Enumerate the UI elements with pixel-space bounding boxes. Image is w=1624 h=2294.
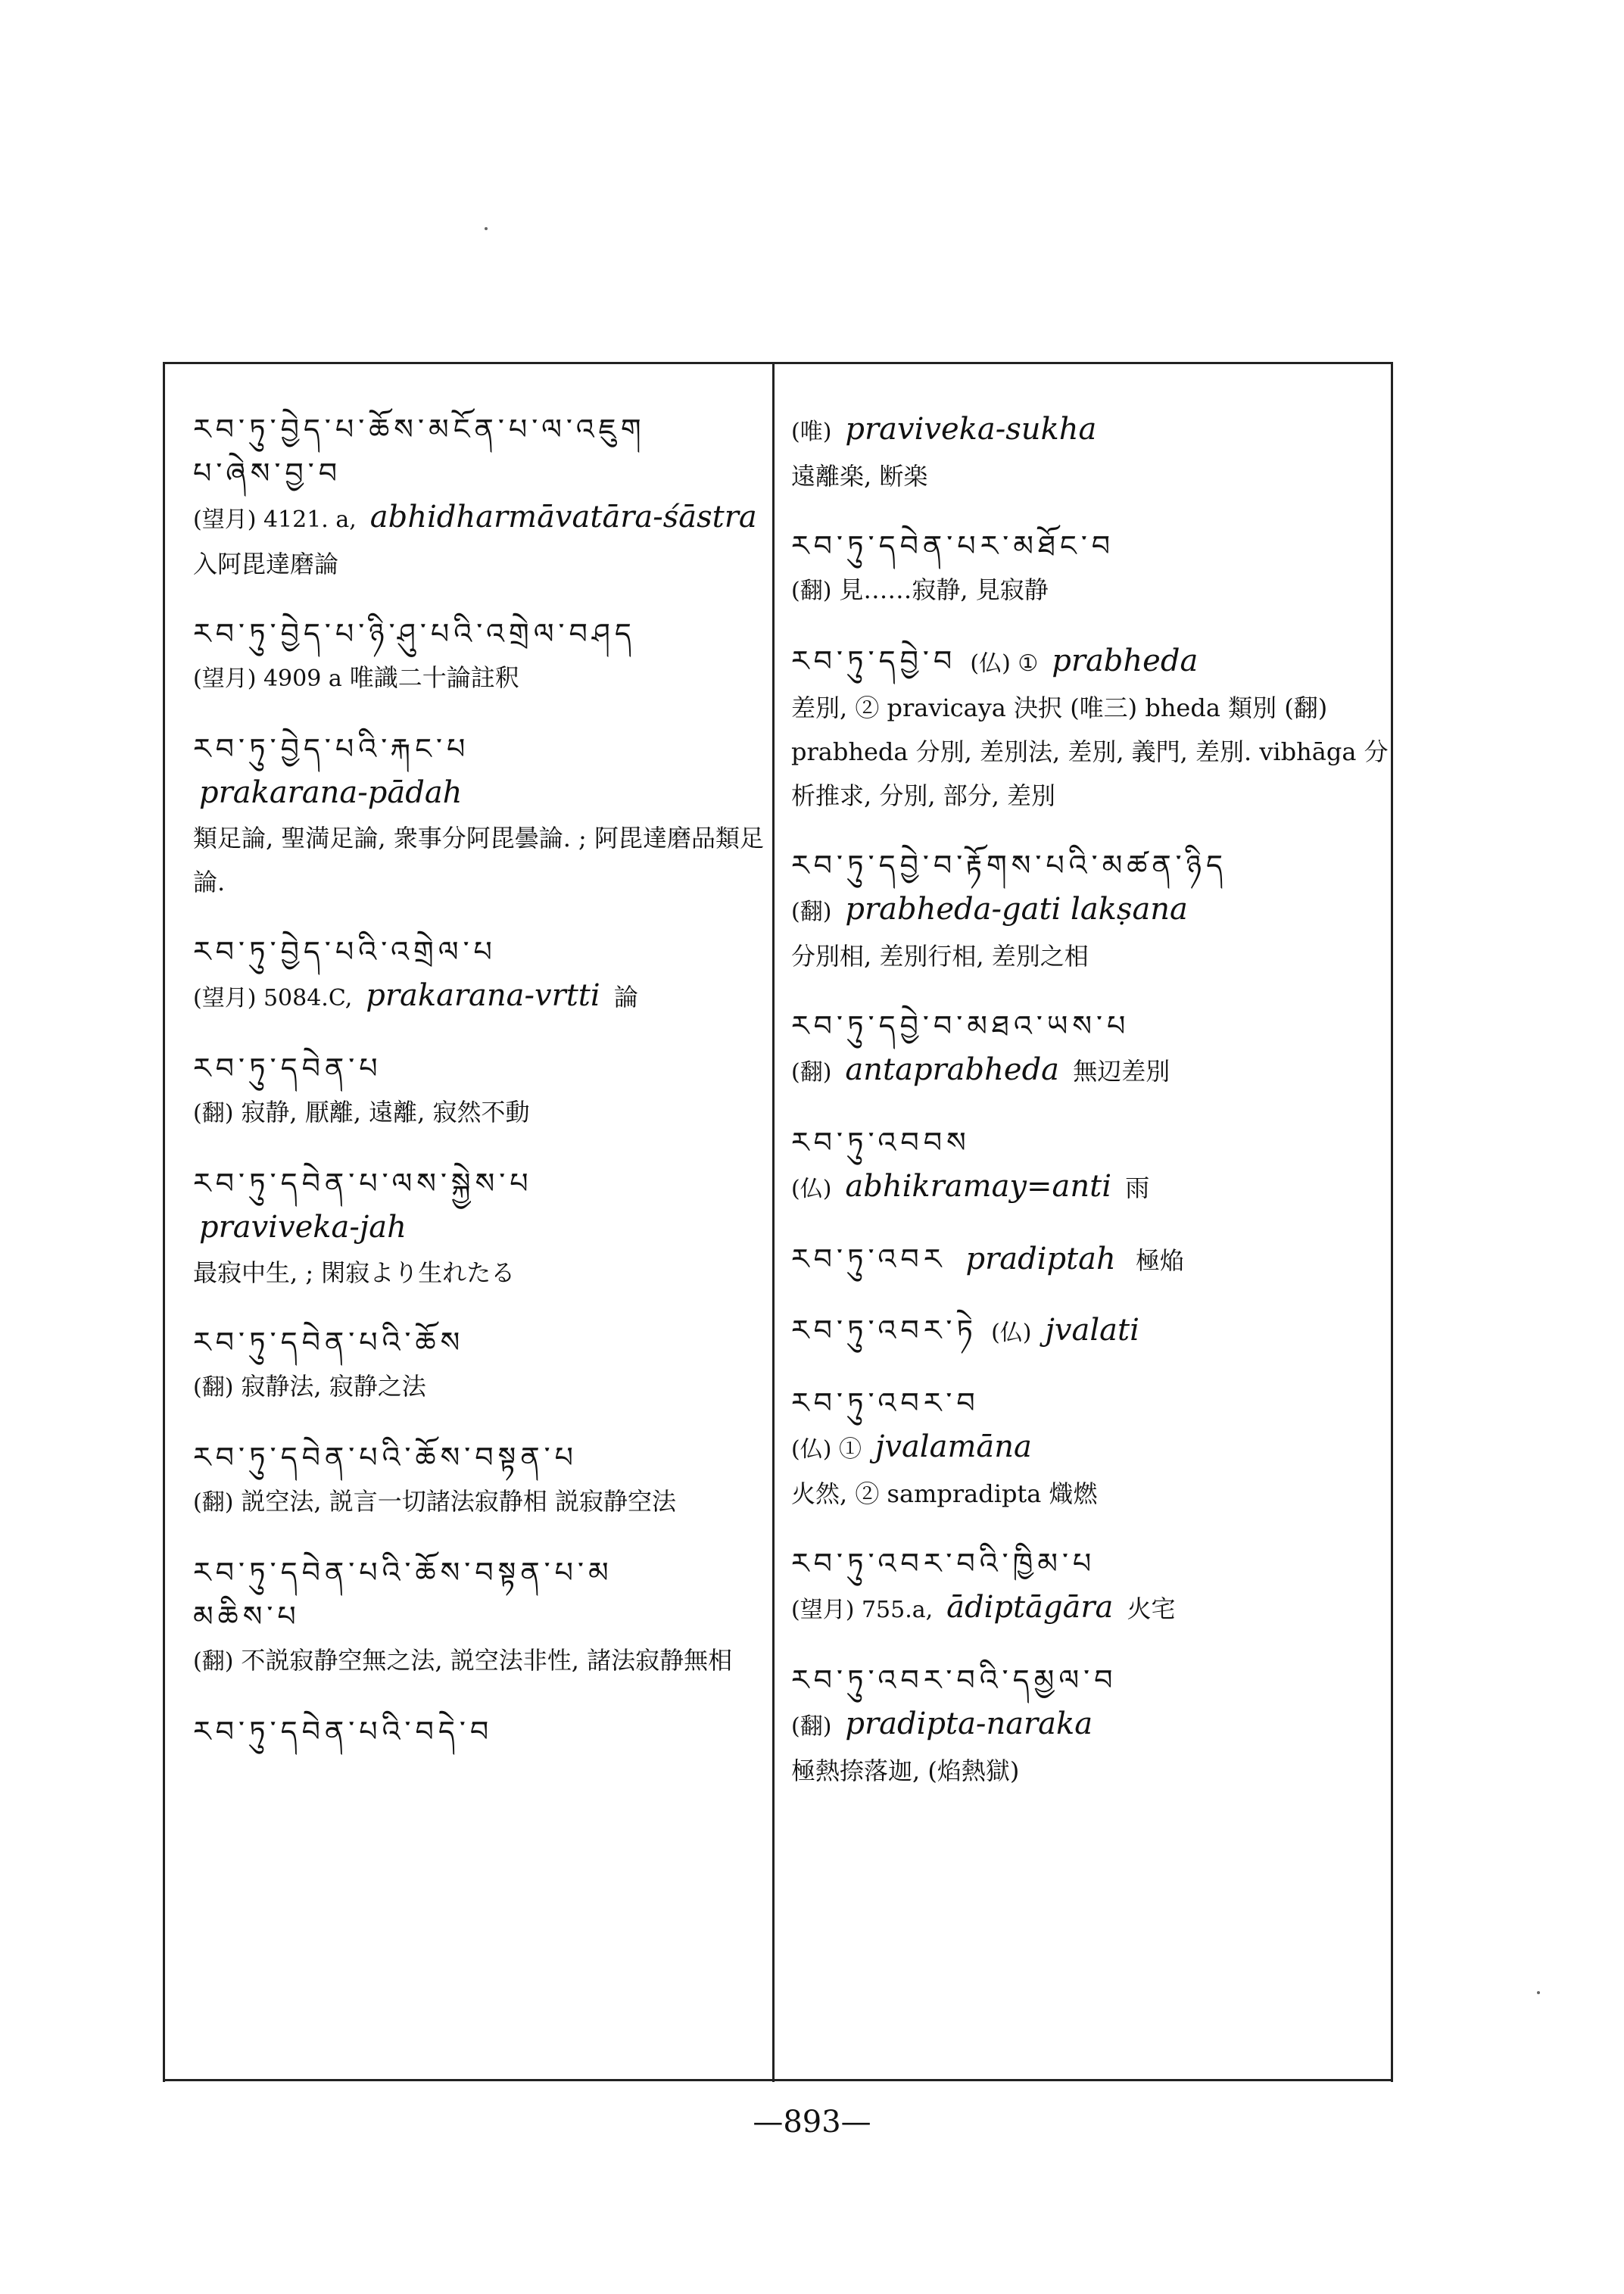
tibetan-headword: རབ་ཏུ་དབེན་པའི་ཆོས་བསྟན་པ་མ (193, 1556, 613, 1589)
reference: (翻) (193, 1100, 234, 1127)
sanskrit: pradipta-naraka (845, 1706, 1093, 1741)
entry (193, 1161, 768, 1295)
entry (791, 1308, 1389, 1355)
tibetan-headword: རབ་ཏུ་དབྱེ་བ (仏) ① prabheda (791, 644, 1199, 678)
right-border (1391, 362, 1393, 2082)
bottom-border (163, 2079, 1393, 2081)
tibetan-headword: རབ་ཏུ་དབེན་པའི་བདེ་བ (193, 1715, 494, 1748)
tibetan-headword: རབ་ཏུ་འབར་བ (791, 1386, 980, 1420)
gloss: 雨 (1125, 1173, 1150, 1202)
top-border (163, 362, 1393, 364)
sanskrit: prabheda (1052, 644, 1199, 678)
reference: (望月) 4121. a, (193, 506, 357, 533)
reference: (仏) (791, 1176, 832, 1202)
tibetan-continuation: མཆིས་པ (193, 1600, 301, 1633)
gloss: 遠離楽, 断楽 (791, 462, 928, 491)
tibetan-headword: རབ་ཏུ་བྱེད་པའི་རྐང་པ (193, 732, 470, 765)
gloss: 極熱捺落迦, (焰熱獄) (791, 1756, 1020, 1785)
gloss: 極焔 (1135, 1246, 1184, 1275)
reference: (翻) (193, 1648, 234, 1675)
tibetan-headword: རབ་ཏུ་དབེན་པར་མཐོང་བ (791, 529, 1115, 563)
entry (791, 1658, 1389, 1793)
entry (193, 1710, 768, 1753)
gloss: 論 (613, 983, 638, 1011)
sanskrit: antaprabheda (845, 1052, 1060, 1087)
gloss: 無辺差別 (1073, 1057, 1170, 1086)
entry (791, 1237, 1389, 1283)
gloss: 類足論, 聖満足論, 衆事分阿毘曇論. ; 阿毘達磨品類足論. (193, 824, 764, 896)
right-column (791, 407, 1389, 1819)
page-number: —893— (753, 2105, 871, 2140)
reference: (唯) (791, 419, 832, 445)
tibetan-headword: རབ་ཏུ་འབར pradiptah 極焔 (791, 1242, 1184, 1276)
reference: (翻) (791, 578, 832, 604)
reference: (翻) (791, 1059, 832, 1086)
entry (193, 727, 768, 904)
gloss: 火然, ② sampradipta 熾燃 (791, 1479, 1098, 1508)
gloss: 火宅 (1127, 1594, 1176, 1623)
gloss: 寂静, 厭離, 遠離, 寂然不動 (241, 1098, 530, 1127)
entry (791, 1541, 1389, 1632)
column-divider (772, 362, 775, 2082)
reference: (仏) (991, 1320, 1032, 1346)
reference: (仏) ① (970, 650, 1039, 677)
reference: (望月) 755.a, (791, 1597, 934, 1623)
tibetan-headword: རབ་ཏུ་བྱེད་པ་ཆོས་མངོན་པ་ལ་འཇུག (193, 413, 646, 446)
left-column (193, 407, 768, 1779)
entry (791, 524, 1389, 613)
tibetan-headword: རབ་ཏུ་འབར་བའི་དམྱལ་བ (791, 1663, 1117, 1697)
gloss: 入阿毘達磨論 (193, 550, 339, 578)
entry (791, 1004, 1389, 1095)
reference: (望月) 5084.C, (193, 985, 353, 1011)
tibetan-headword: རབ་ཏུ་དབེན་པ (193, 1052, 382, 1085)
sanskrit: jvalamāna (874, 1429, 1032, 1464)
sanskrit: abhidharmāvatāra-śāstra (369, 500, 757, 535)
reference: (仏) ① (791, 1436, 862, 1463)
dictionary-frame (163, 362, 1393, 2082)
tibetan-headword: རབ་ཏུ་འབར་བའི་ཁྱིམ་པ (791, 1547, 1096, 1580)
tibetan-headword: རབ་ཏུ་འབར་ཏེ (仏) jvalati (791, 1313, 1139, 1348)
reference: (翻) (791, 1713, 832, 1740)
sanskrit: pradiptah (965, 1242, 1116, 1276)
gloss: 不説寂静空無之法, 説空法非性, 諸法寂静無相 (241, 1646, 733, 1675)
gloss: 最寂中生, ; 閑寂より生れたる (193, 1258, 516, 1287)
entry (791, 1121, 1389, 1211)
tibetan-headword: རབ་ཏུ་དབྱེ་བ་རྟོགས་པའི་མཚན་ཉིད (791, 849, 1227, 882)
sanskrit: jvalati (1045, 1313, 1139, 1348)
tibetan-headword: རབ་ཏུ་བྱེད་པའི་འགྲེལ་པ (193, 935, 497, 968)
entry (193, 407, 768, 586)
gloss: 説空法, 説言一切諸法寂静相 説寂静空法 (241, 1487, 676, 1516)
entry (791, 639, 1389, 818)
tibetan-continuation: པ་ཞེས་བྱ་བ (193, 457, 342, 490)
sanskrit: prabheda-gati lakṣana (845, 892, 1188, 927)
gloss: 唯識二十論註釈 (349, 663, 519, 692)
reference: (翻) (193, 1489, 234, 1516)
entry (193, 930, 768, 1021)
entry (193, 612, 768, 701)
tibetan-headword: རབ་ཏུ་དབེན་པའི་ཆོས་བསྟན་པ (193, 1441, 578, 1474)
entry (193, 1320, 768, 1410)
entry (193, 1435, 768, 1525)
entry (791, 843, 1389, 978)
gloss: 差別, ② pravicaya 決択 (唯三) bheda 類別 (翻) prabheda 分別, 差別法, 差別, 義門, 差別. vibhāga 分析推求, 分別, 部分, 差別 (791, 693, 1389, 810)
tibetan-headword: རབ་ཏུ་དབྱེ་བ་མཐའ་ཡས་པ (791, 1009, 1130, 1043)
sanskrit: prakarana-pādah (199, 775, 463, 810)
gloss: 見……寂静, 見寂静 (839, 575, 1049, 604)
entry (193, 1046, 768, 1136)
tibetan-headword: རབ་ཏུ་འབབས (791, 1126, 971, 1159)
sanskrit: ādiptāgāra (946, 1590, 1114, 1625)
left-border (163, 362, 165, 2082)
gloss: 分別相, 差別行相, 差別之相 (791, 942, 1089, 971)
entry (791, 1381, 1389, 1516)
reference: (望月) 4909 a (193, 665, 342, 692)
gloss: 寂静法, 寂静之法 (241, 1372, 426, 1401)
tibetan-headword: རབ་ཏུ་དབེན་པའི་ཆོས (193, 1326, 465, 1359)
sanskrit: prakarana-vrtti (366, 978, 600, 1013)
tibetan-headword: རབ་ཏུ་དབེན་པ་ལས་སྐྱེས་པ (193, 1167, 533, 1200)
tibetan-headword: རབ་ཏུ་བྱེད་པ་ཉི་ཤུ་པའི་འགྲེལ་བཤད (193, 617, 636, 650)
sanskrit: praviveka-sukha (845, 412, 1097, 447)
sanskrit: praviveka-jah (199, 1210, 407, 1245)
entry (193, 1551, 768, 1684)
sanskrit: abhikramay=anti (845, 1169, 1112, 1204)
entry (791, 407, 1389, 498)
reference: (翻) (791, 899, 832, 925)
reference: (翻) (193, 1374, 234, 1401)
